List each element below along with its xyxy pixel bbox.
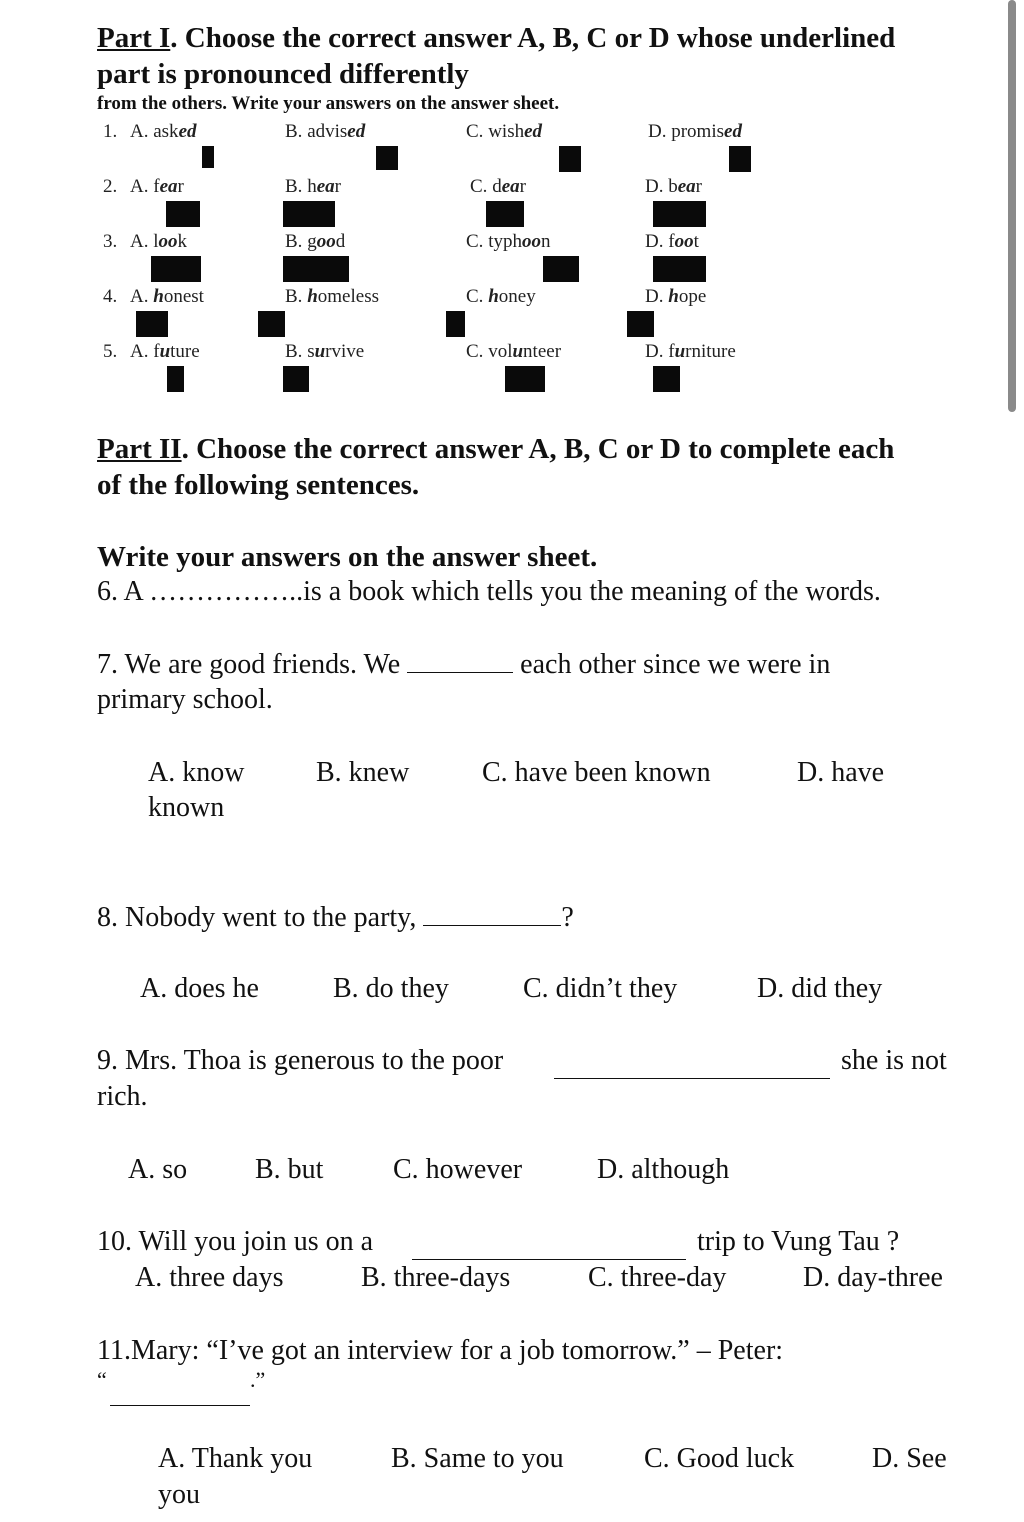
part1-label: Part I (97, 22, 171, 54)
q5-option-b: B. survive (285, 341, 365, 362)
redaction-block (486, 201, 524, 227)
q9-option-c: C. however (393, 1154, 523, 1185)
q2-option-c: C. dear (470, 176, 526, 197)
q7-option-d-wrap: known (148, 792, 225, 823)
scrollbar[interactable] (1008, 0, 1016, 412)
q9-option-d: D. although (597, 1154, 730, 1185)
q5-number: 5. (103, 341, 118, 362)
q8-option-a: A. does he (140, 973, 259, 1004)
redaction-block (283, 366, 309, 392)
q7-option-c: C. have been known (482, 757, 711, 788)
q9-option-a: A. so (128, 1154, 188, 1185)
q6-text: 6. A ……………..is a book which tells you the meaning of the words. (97, 576, 881, 607)
q11-option-a: A. Thank you (158, 1443, 313, 1474)
redaction-block (653, 201, 706, 227)
redaction-block (446, 311, 465, 337)
part2-title: . Choose the correct answer A, B, C or D to complete each (181, 433, 895, 465)
q10-option-d: D. day-three (803, 1262, 943, 1293)
q5-option-c: C. volunteer (466, 341, 562, 362)
answer-blank (554, 1054, 830, 1079)
redaction-block (166, 201, 200, 227)
redaction-block (376, 146, 398, 170)
q3-option-c: C. typhoon (466, 231, 551, 252)
q2-option-a: A. fear (130, 176, 184, 197)
part2-instruction: Write your answers on the answer sheet. (97, 541, 598, 573)
redaction-block (167, 366, 184, 392)
q5-option-d: D. furniture (645, 341, 736, 362)
q8-option-b: B. do they (333, 973, 449, 1004)
q1-option-c: C. wished (466, 121, 543, 142)
redaction-block (283, 201, 335, 227)
q1-option-a: A. asked (130, 121, 197, 142)
q1-option-d: D. promised (648, 121, 742, 142)
q3-option-d: D. foot (645, 231, 699, 252)
q8-option-c: C. didn’t they (523, 973, 678, 1004)
redaction-block (653, 256, 706, 282)
q4-option-d: D. hope (645, 286, 707, 307)
q11-open-quote: “ (97, 1367, 107, 1392)
q8-option-d: D. did they (757, 973, 883, 1004)
q4-option-b: B. homeless (285, 286, 379, 307)
redaction-block (136, 311, 168, 337)
q7-option-d: D. have (797, 757, 885, 788)
q11-option-c: C. Good luck (644, 1443, 795, 1474)
redaction-block (202, 146, 214, 168)
part1-title-line2: part is pronounced differently (97, 58, 469, 90)
redaction-block (729, 146, 751, 172)
q8-text: 8. Nobody went to the party, ? (97, 902, 574, 933)
redaction-block (505, 366, 545, 392)
redaction-block (258, 311, 285, 337)
q10-option-b: B. three-days (361, 1262, 511, 1293)
q11-text: 11.Mary: “I’ve got an interview for a job tomorrow.” – Peter: (97, 1335, 784, 1366)
q1-number: 1. (103, 121, 118, 142)
q11-option-d: D. See (872, 1443, 947, 1474)
redaction-block (653, 366, 680, 392)
answer-blank (110, 1381, 250, 1406)
q2-number: 2. (103, 176, 118, 197)
answer-blank (407, 648, 513, 673)
redaction-block (283, 256, 349, 282)
q10-option-a: A. three days (135, 1262, 284, 1293)
q7-text: 7. We are good friends. We each other since we were in (97, 649, 831, 680)
part1-subtitle: from the others. Write your answers on the answer sheet. (97, 93, 560, 114)
q7-text-line2: primary school. (97, 684, 273, 715)
q10-text: 10. Will you join us on a (97, 1226, 374, 1257)
redaction-block (627, 311, 654, 337)
q10-option-c: C. three-day (588, 1262, 727, 1293)
part1-heading (97, 20, 895, 56)
redaction-block (559, 146, 581, 172)
answer-blank (412, 1235, 686, 1260)
q4-number: 4. (103, 286, 118, 307)
q3-option-b: B. good (285, 231, 346, 252)
part1-title: . Choose the correct answer A, B, C or D whose underlined (170, 22, 896, 54)
q4-option-a: A. honest (130, 286, 204, 307)
q9-text-line2: rich. (97, 1081, 148, 1112)
q5-option-a: A. future (130, 341, 200, 362)
part2-heading (97, 431, 894, 467)
q11-option-d-wrap: you (158, 1479, 200, 1510)
q9-text-end: she is not (841, 1045, 947, 1076)
q9-text: 9. Mrs. Thoa is generous to the poor (97, 1045, 504, 1076)
q10-text-end: trip to Vung Tau ? (697, 1226, 900, 1257)
redaction-block (151, 256, 201, 282)
q3-number: 3. (103, 231, 118, 252)
redaction-block (543, 256, 579, 282)
q1-option-b: B. advised (285, 121, 366, 142)
part2-label: Part II (97, 433, 182, 465)
q11-close-quote: .” (250, 1367, 266, 1392)
q7-option-a: A. know (148, 757, 245, 788)
q3-option-a: A. look (130, 231, 188, 252)
q4-option-c: C. honey (466, 286, 536, 307)
answer-blank (423, 901, 561, 926)
q11-option-b: B. Same to you (391, 1443, 564, 1474)
q2-option-d: D. bear (645, 176, 702, 197)
q7-option-b: B. knew (316, 757, 410, 788)
q2-option-b: B. hear (285, 176, 341, 197)
q9-option-b: B. but (255, 1154, 324, 1185)
part2-title-line2: of the following sentences. (97, 469, 420, 501)
